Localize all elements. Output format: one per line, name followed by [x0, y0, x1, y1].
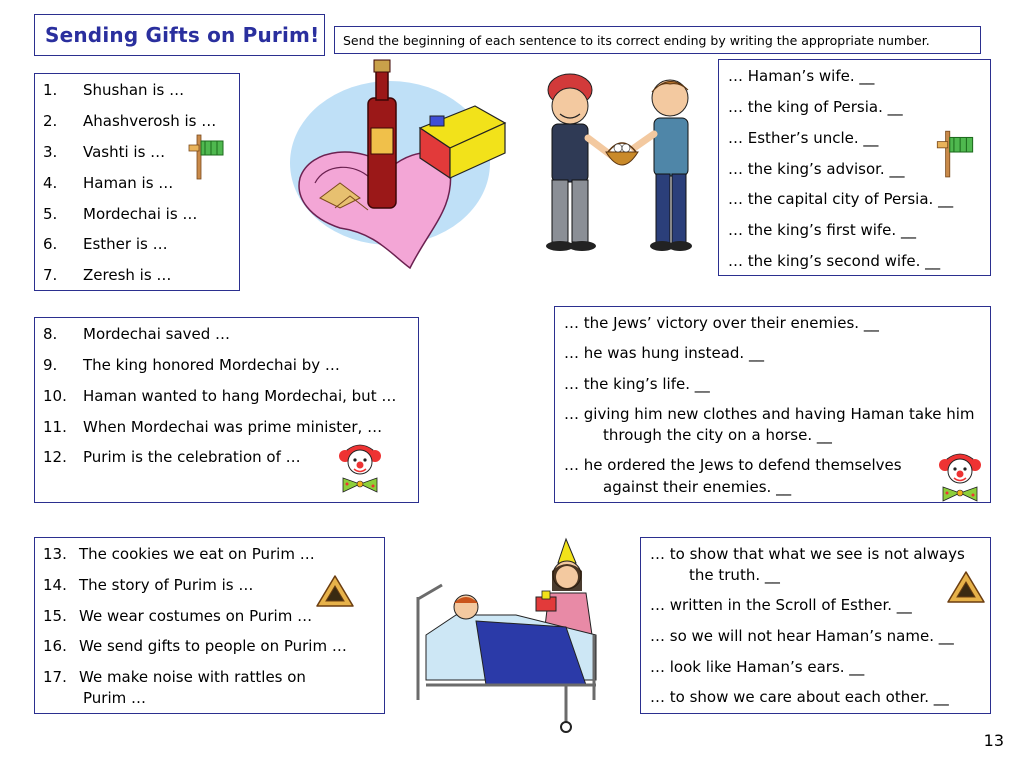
ending-line-continuation: against their enemies. __ — [603, 478, 792, 496]
endings-box-2 — [554, 306, 991, 503]
sentence-starts-8-12: 8. Mordechai saved … 9. The king honored Mordechai by … 10. Haman wanted to hang Mordechai, but … 11. When Mordechai was prime minister, … 12. Purim is the celebration of … — [34, 317, 419, 503]
list-item-continuation: Purim … — [83, 689, 147, 707]
ending-line: … he ordered the Jews to defend themselves — [564, 456, 902, 474]
ending-line: … the king’s life. __ — [564, 375, 710, 393]
title-box — [34, 14, 325, 56]
ending-line: … to show we care about each other. __ — [650, 688, 949, 706]
ending-line: … the king’s advisor. __ — [728, 160, 905, 178]
ending-line: … the capital city of Persia. __ — [728, 190, 954, 208]
ending-line-continuation: through the city on a horse. __ — [603, 426, 832, 444]
instructions-box — [334, 26, 981, 54]
page-title: Sending Gifts on Purim! — [45, 23, 320, 47]
mishloach-manot-illustration — [280, 58, 510, 273]
endings-box-3 — [640, 537, 991, 714]
ending-line: … so we will not hear Haman’s name. __ — [650, 627, 954, 645]
clown-icon — [337, 442, 383, 494]
ending-line: … look like Haman’s ears. __ — [650, 658, 865, 676]
hamantaschen-icon — [315, 574, 355, 610]
ending-line-continuation: the truth. __ — [689, 566, 780, 584]
ending-line: … the king’s second wife. __ — [728, 252, 941, 270]
gragger-icon — [935, 125, 977, 179]
ending-line: … he was hung instead. __ — [564, 344, 764, 362]
endings-box-1 — [718, 59, 991, 276]
sentence-starts-13-17: 13. The cookies we eat on Purim … 14. The story of Purim is … 15. We wear costumes on Purim … 16. We send gifts to people on Purim … 17. We make noise with rattles on Purim … — [34, 537, 385, 714]
ending-line: … written in the Scroll of Esther. __ — [650, 596, 912, 614]
ending-line: … Esther’s uncle. __ — [728, 129, 879, 147]
sentence-starts-1-7: 1. Shushan is … 2. Ahashverosh is … 3. Vashti is … 4. Haman is … 5. Mordechai is … 6. Esther is … 7. Zeresh is … — [34, 73, 240, 291]
ending-line: … the Jews’ victory over their enemies. __ — [564, 314, 879, 332]
hamantaschen-icon — [946, 570, 986, 606]
ending-line: … giving him new clothes and having Haman take him — [564, 405, 975, 423]
ending-line: … to show that what we see is not always — [650, 545, 965, 563]
boys-exchanging-gift-illustration — [530, 68, 705, 258]
ending-line: … the king of Persia. __ — [728, 98, 903, 116]
clown-icon — [937, 451, 983, 503]
ending-line: … Haman’s wife. __ — [728, 67, 875, 85]
ending-line: … the king’s first wife. __ — [728, 221, 916, 239]
instructions-text: Send the beginning of each sentence to its correct ending by writing the appropriate number. — [343, 33, 930, 48]
sick-child-visit-illustration — [416, 535, 611, 735]
page-number: 13 — [983, 731, 1004, 750]
gragger-icon — [187, 129, 227, 181]
